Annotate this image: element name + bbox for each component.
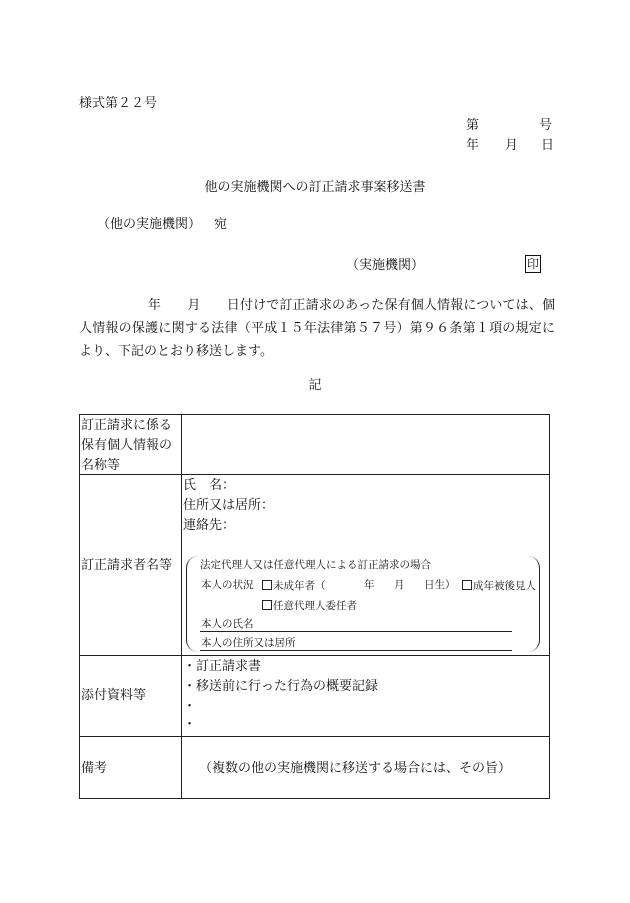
table-divider: [79, 736, 550, 737]
principal-address-label: 本人の住所又は居所: [201, 637, 296, 649]
document-number-suffix: 号: [539, 118, 553, 133]
table-divider: [79, 655, 550, 656]
minor-birth-year: 年: [364, 579, 375, 591]
voluntary-agent-option: [262, 600, 357, 612]
requester-contact-label: 連絡先：: [183, 518, 236, 533]
adult-ward-option: [462, 580, 536, 592]
attachments-label: 添付資料等: [81, 688, 147, 703]
document-title: 他の実施機関への訂正請求事案移送書: [204, 180, 426, 195]
ki-heading: 記: [308, 378, 322, 393]
voluntary-agent-label: 任意代理人委任者: [273, 600, 357, 612]
addressee-label: （他の実施機関）: [97, 217, 202, 232]
body-paragraph: 年 月 日付けで訂正請求のあった保有個人情報については、個人情報の保護に関する法律（平成１５年法律第５７号）第９６条第１項の規定により、下記のとおり移送します。: [79, 298, 555, 359]
attachment-item: ・訂正請求書: [183, 659, 262, 674]
addressee-suffix: 宛: [214, 217, 228, 232]
remarks-label: 備考: [81, 761, 108, 776]
personal-info-name-label: 訂正請求に係る保有個人情報の名称等: [81, 418, 173, 473]
table-column-divider: [181, 414, 182, 799]
minor-birth-month: 月: [394, 579, 405, 591]
requester-name-label: 氏 名：: [183, 478, 236, 493]
date-year: 年: [466, 138, 480, 153]
minor-label: 未成年者（: [273, 580, 326, 592]
person-status-label: 本人の状況: [201, 579, 254, 591]
document-number-prefix: 第: [466, 118, 480, 133]
attachment-item: ・: [183, 717, 197, 732]
principal-name-label: 本人の氏名: [201, 618, 254, 630]
minor-birth-day: 日生）: [424, 579, 456, 591]
proxy-request-heading: 法定代理人又は任意代理人による訂正請求の場合: [200, 559, 431, 571]
adult-ward-label: 成年被後見人: [473, 580, 536, 592]
principal-name-underline: [200, 631, 512, 632]
minor-checkbox[interactable]: [262, 580, 272, 590]
voluntary-agent-checkbox[interactable]: [262, 600, 272, 610]
date-month: 月: [505, 138, 519, 153]
adult-ward-checkbox[interactable]: [462, 580, 472, 590]
date-day: 日: [541, 138, 555, 153]
remarks-text: （複数の他の実施機関に移送する場合には、その旨）: [199, 761, 512, 776]
principal-address-underline: [200, 650, 512, 651]
sender-label: （実施機関）: [346, 258, 425, 273]
minor-option: [262, 580, 326, 592]
requester-label: 訂正請求者名等: [81, 558, 173, 573]
attachment-item: ・: [183, 699, 197, 714]
seal-stamp: 印: [526, 257, 539, 271]
attachment-item: ・移送前に行った行為の概要記録: [183, 679, 379, 694]
requester-address-label: 住所又は居所：: [183, 498, 275, 513]
form-number: 様式第２２号: [79, 96, 158, 111]
